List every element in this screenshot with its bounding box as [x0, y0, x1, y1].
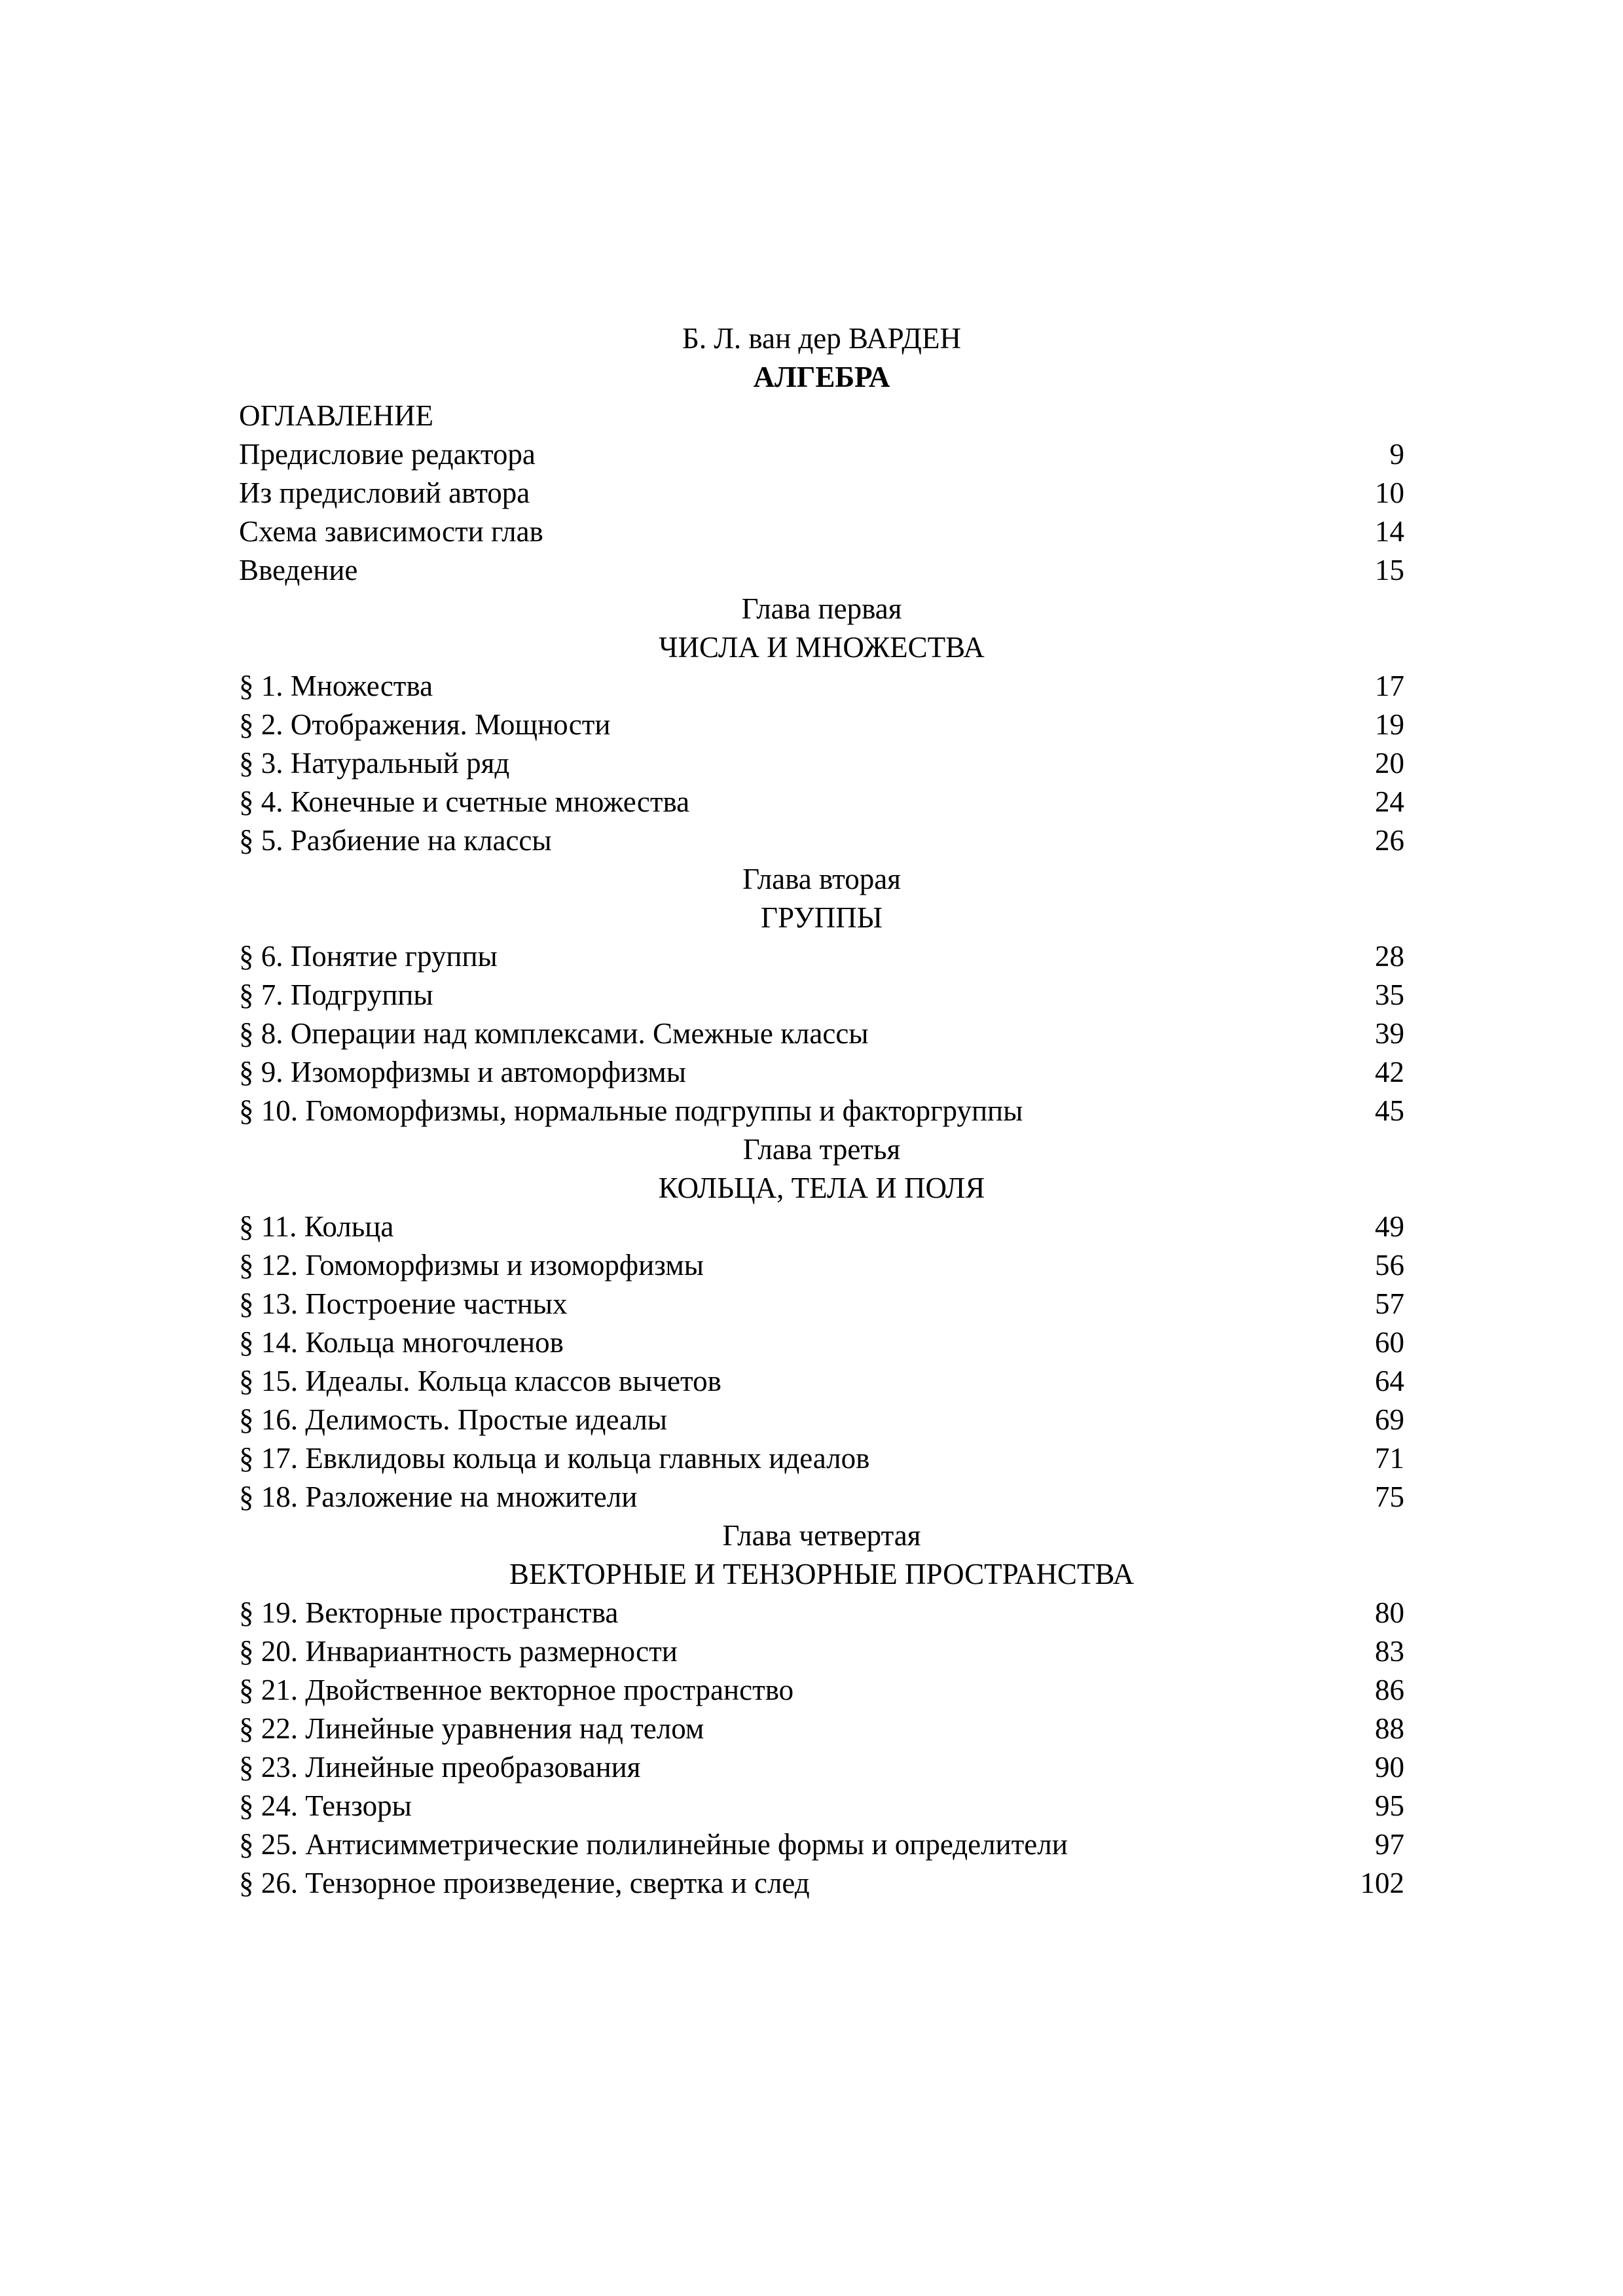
entry-page-number: 60 — [1375, 1326, 1404, 1359]
entry-page-number: 57 — [1375, 1287, 1404, 1320]
entry-page-number: 42 — [1375, 1056, 1404, 1088]
entry-page-number: 28 — [1375, 940, 1404, 973]
chapter-title: ГРУППЫ — [760, 901, 883, 934]
section-entry — [239, 1748, 1404, 1787]
entry-page-number: 102 — [1360, 1867, 1404, 1899]
section-entry — [239, 1362, 1404, 1401]
section-entry — [239, 1710, 1404, 1748]
entry-title: § 11. Кольца — [239, 1210, 394, 1243]
section-entry — [239, 1323, 1404, 1362]
entry-title: § 2. Отображения. Мощности — [239, 708, 611, 741]
section-entry — [239, 1401, 1404, 1439]
entry-page-number: 35 — [1375, 978, 1404, 1011]
entry-title: § 18. Разложение на множители — [239, 1480, 638, 1513]
entry-title: § 21. Двойственное векторное пространство — [239, 1674, 794, 1706]
front-matter-entry — [239, 512, 1404, 551]
entry-title: § 17. Евклидовы кольца и кольца главных идеалов — [239, 1442, 870, 1475]
section-entry — [239, 1208, 1404, 1246]
entry-title: § 13. Построение частных — [239, 1287, 568, 1320]
section-entry — [239, 1439, 1404, 1478]
entry-page-number: 15 — [1375, 554, 1404, 586]
entry-title: § 6. Понятие группы — [239, 940, 498, 973]
section-entry — [239, 744, 1404, 783]
section-entry — [239, 1014, 1404, 1053]
front-matter-entry — [239, 551, 1404, 590]
entry-page-number: 97 — [1375, 1828, 1404, 1861]
front-matter-entry — [239, 474, 1404, 512]
chapter-label: Глава третья — [742, 1133, 901, 1166]
entry-title: § 23. Линейные преобразования — [239, 1751, 641, 1784]
chapter-label: Глава вторая — [742, 863, 901, 895]
section-entry — [239, 937, 1404, 976]
section-entry — [239, 667, 1404, 706]
entry-title: § 22. Линейные уравнения над телом — [239, 1712, 704, 1745]
entry-page-number: 19 — [1375, 708, 1404, 741]
front-matter-entry — [239, 435, 1404, 474]
section-entry — [239, 706, 1404, 744]
section-entry — [239, 1787, 1404, 1825]
entry-title: § 3. Натуральный ряд — [239, 747, 510, 780]
entry-page-number: 83 — [1375, 1635, 1404, 1668]
entry-title: § 1. Множества — [239, 670, 433, 702]
entry-title: § 20. Инвариантность размерности — [239, 1635, 678, 1668]
entry-title: § 25. Антисимметрические полилинейные формы и определители — [239, 1828, 1068, 1861]
entry-page-number: 49 — [1375, 1210, 1404, 1243]
contents-heading: ОГЛАВЛЕНИЕ — [239, 399, 433, 432]
chapter-label: Глава четвертая — [722, 1519, 921, 1552]
entry-page-number: 39 — [1375, 1017, 1404, 1050]
section-entry — [239, 1246, 1404, 1285]
entry-title: Введение — [239, 554, 358, 586]
entry-page-number: 24 — [1375, 785, 1404, 818]
entry-page-number: 86 — [1375, 1674, 1404, 1706]
section-entry — [239, 783, 1404, 821]
entry-page-number: 80 — [1375, 1596, 1404, 1629]
author-name: Б. Л. ван дер ВАРДЕН — [682, 322, 961, 355]
entry-title: § 7. Подгруппы — [239, 978, 433, 1011]
entry-page-number: 95 — [1375, 1789, 1404, 1822]
entry-page-number: 56 — [1375, 1249, 1404, 1282]
entry-page-number: 26 — [1375, 824, 1404, 857]
section-entry — [239, 976, 1404, 1014]
entry-title: Предисловие редактора — [239, 438, 536, 471]
chapter-title: КОЛЬЦА, ТЕЛА И ПОЛЯ — [658, 1172, 985, 1204]
entry-title: § 14. Кольца многочленов — [239, 1326, 564, 1359]
entry-page-number: 10 — [1375, 476, 1404, 509]
book-title: АЛГЕБРА — [753, 361, 890, 393]
entry-page-number: 88 — [1375, 1712, 1404, 1745]
entry-title: § 15. Идеалы. Кольца классов вычетов — [239, 1365, 721, 1397]
entry-title: § 10. Гомоморфизмы, нормальные подгруппы и факторгруппы — [239, 1094, 1023, 1127]
section-entry — [239, 1632, 1404, 1671]
entry-page-number: 64 — [1375, 1365, 1404, 1397]
section-entry — [239, 1825, 1404, 1864]
entry-title: Из предисловий автора — [239, 476, 530, 509]
entry-page-number: 14 — [1375, 515, 1404, 548]
entry-title: § 4. Конечные и счетные множества — [239, 785, 690, 818]
entry-page-number: 9 — [1389, 438, 1404, 471]
section-entry — [239, 1671, 1404, 1710]
entry-page-number: 45 — [1375, 1094, 1404, 1127]
section-entry — [239, 1594, 1404, 1632]
section-entry — [239, 1478, 1404, 1516]
entry-page-number: 20 — [1375, 747, 1404, 780]
entry-title: § 16. Делимость. Простые идеалы — [239, 1403, 668, 1436]
entry-page-number: 75 — [1375, 1480, 1404, 1513]
entry-title: § 19. Векторные пространства — [239, 1596, 619, 1629]
section-entry — [239, 821, 1404, 860]
section-entry — [239, 1092, 1404, 1130]
chapter-label: Глава первая — [741, 592, 902, 625]
section-entry — [239, 1053, 1404, 1092]
section-entry — [239, 1285, 1404, 1323]
entry-title: § 5. Разбиение на классы — [239, 824, 552, 857]
entry-title: Схема зависимости глав — [239, 515, 543, 548]
entry-title: § 8. Операции над комплексами. Смежные классы — [239, 1017, 869, 1050]
entry-title: § 24. Тензоры — [239, 1789, 412, 1822]
entry-title: § 12. Гомоморфизмы и изоморфизмы — [239, 1249, 704, 1282]
chapter-title: ВЕКТОРНЫЕ И ТЕНЗОРНЫЕ ПРОСТРАНСТВА — [509, 1558, 1135, 1590]
entry-page-number: 71 — [1375, 1442, 1404, 1475]
entry-page-number: 90 — [1375, 1751, 1404, 1784]
entry-page-number: 17 — [1375, 670, 1404, 702]
entry-title: § 9. Изоморфизмы и автоморфизмы — [239, 1056, 686, 1088]
entry-page-number: 69 — [1375, 1403, 1404, 1436]
chapter-title: ЧИСЛА И МНОЖЕСТВА — [659, 631, 985, 664]
entry-title: § 26. Тензорное произведение, свертка и след — [239, 1867, 810, 1899]
section-entry — [239, 1864, 1404, 1903]
